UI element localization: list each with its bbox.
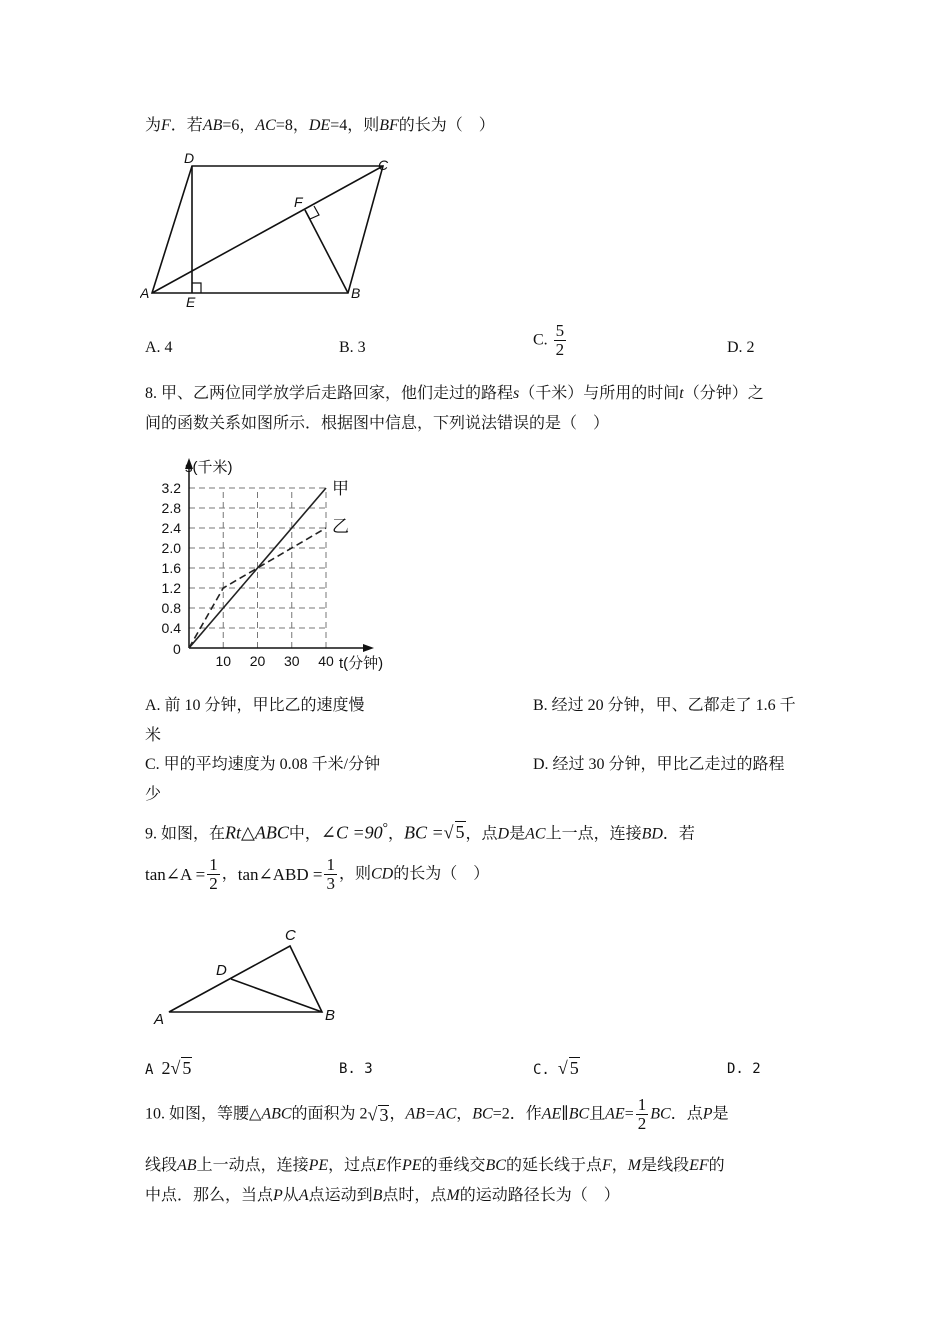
- q10-text: ，: [456, 1105, 473, 1123]
- q10-text: =: [624, 1105, 634, 1123]
- q9-option-b[interactable]: B. 3: [339, 1061, 373, 1077]
- q10-text: 的延长线于点: [505, 1157, 602, 1174]
- q7-var: AC: [255, 117, 276, 134]
- q10-text: 是: [712, 1105, 729, 1123]
- q10-text: 且: [589, 1105, 606, 1123]
- q9-label-d: D: [216, 962, 227, 979]
- fraction-denominator: 2: [637, 1114, 647, 1133]
- q8-var: s: [513, 385, 520, 402]
- q10-text: 的: [708, 1157, 725, 1174]
- q9-triangle-figure: [148, 920, 348, 1030]
- q9-label-b: B: [325, 1007, 336, 1024]
- q7-text: =4，则: [330, 117, 380, 134]
- q8-text: （分钟）之: [683, 385, 764, 402]
- q7-var: BF: [379, 117, 399, 134]
- q10-var: E: [376, 1157, 386, 1174]
- q7-text: =8，: [275, 117, 309, 134]
- q10-var: PE: [401, 1157, 422, 1174]
- q9-text: ．若: [662, 825, 695, 843]
- q7-label-b: B: [351, 285, 361, 301]
- q9-text: ，: [387, 825, 404, 843]
- q7-right-angle-e: [192, 283, 201, 293]
- y-tick-label: 2.4: [161, 520, 181, 536]
- q10-text: 上一动点，连接: [196, 1157, 309, 1174]
- q10-var: BC: [472, 1105, 493, 1123]
- q7-var: F: [161, 117, 171, 134]
- q9-var: D: [497, 825, 510, 843]
- y-tick-label: 0.4: [161, 620, 181, 636]
- fraction-numerator: 1: [326, 855, 335, 874]
- q7-option-d[interactable]: D. 2: [727, 339, 755, 356]
- q10-text: 是线段: [641, 1157, 690, 1174]
- q10-var: BC: [650, 1105, 671, 1123]
- q10-stem-line2: [145, 1156, 725, 1176]
- y-tick-label: 2.0: [161, 540, 181, 556]
- q9-option-a-label: A: [145, 1062, 154, 1078]
- q7-text: ．若: [170, 117, 203, 134]
- q7-option-a[interactable]: A. 4: [145, 339, 173, 356]
- q9-option-d[interactable]: D. 2: [727, 1061, 761, 1077]
- q9-label-c: C: [285, 927, 296, 944]
- q7-label-f: F: [294, 194, 303, 210]
- q10-var: F: [601, 1157, 612, 1174]
- x-tick-label: 40: [318, 653, 334, 669]
- q10-var: P: [702, 1105, 713, 1123]
- q7-var: DE: [308, 117, 331, 134]
- q7-label-d: D: [184, 150, 195, 166]
- x-tick-label: 20: [249, 653, 266, 669]
- q10-stem-line3: [145, 1186, 620, 1206]
- q7-text: 为: [145, 117, 162, 134]
- q8-stem-line2: 间的函数关系如图所示．根据图中信息，下列说法错误的是（ ）: [145, 415, 610, 432]
- q10-text: =2．作: [492, 1105, 542, 1123]
- q7-parallelogram-figure: [140, 145, 400, 315]
- q9-text: °: [382, 820, 388, 835]
- q9-text: ，点: [465, 825, 498, 843]
- q8-line-chart: [160, 452, 400, 674]
- q9-text: ，则: [338, 865, 371, 883]
- q10-var: AE∥BC: [541, 1105, 590, 1123]
- q10-text: 作: [385, 1157, 402, 1174]
- q9-var: Rt△ABC: [225, 822, 289, 843]
- y-tick-label: 0.8: [161, 600, 181, 616]
- y-tick-label: 2.8: [161, 500, 181, 516]
- q9-triangle: [169, 946, 322, 1012]
- q10-text: ．点: [670, 1105, 703, 1123]
- radical-icon: √: [443, 822, 454, 843]
- radical-icon: √: [367, 1104, 378, 1125]
- q9-var: ∠C =90: [320, 822, 383, 843]
- fraction-numerator: 1: [209, 855, 218, 874]
- fraction-denominator: 2: [209, 874, 218, 893]
- q9-option-c-label: C.: [533, 1062, 550, 1078]
- origin-label: 0: [173, 641, 181, 657]
- q8-text: 8. 甲、乙两位同学放学后走路回家，他们走过的路程: [145, 385, 514, 402]
- x-tick-label: 30: [283, 653, 300, 669]
- q9-text: 9. 如图，在: [145, 825, 226, 843]
- q7-var: AB: [202, 117, 223, 134]
- q8-text: （千米）与所用的时间: [519, 385, 680, 402]
- q7-label-a: A: [140, 285, 150, 301]
- q8-var: t: [679, 385, 684, 402]
- q9-stem-line2: tan∠A = $\frac{1}{2}$ ，tan∠ABD = $\frac{1}{3}$ ，则CD的长为（ ）: [145, 855, 490, 893]
- q10-var: BC: [485, 1157, 506, 1174]
- q7-stem: [145, 116, 495, 136]
- q10-text: 中点．那么，当点: [145, 1187, 274, 1204]
- q9-var: BC =: [403, 822, 444, 843]
- q10-var: PE: [308, 1157, 329, 1174]
- q10-text: 的运动路径长为（ ）: [459, 1187, 620, 1204]
- q9-sqrt-5: 5: [455, 822, 465, 843]
- radical-icon: √: [170, 1058, 181, 1078]
- series-label: 甲: [332, 479, 349, 498]
- q8-option-d-line2[interactable]: 少: [145, 786, 162, 803]
- q9-label-a: A: [154, 1011, 165, 1028]
- q7-option-c[interactable]: [533, 322, 568, 359]
- q9-tan-a-fraction: [207, 856, 220, 893]
- q10-var: AE: [605, 1105, 625, 1123]
- q10-text: 线段: [145, 1157, 178, 1174]
- x-axis-arrow-icon: [363, 644, 374, 652]
- q8-option-b-line1[interactable]: B. 经过 20 分钟，甲、乙都走了 1.6 千: [533, 697, 796, 714]
- q10-text: ，: [611, 1157, 628, 1174]
- q10-var: AB=AC: [405, 1105, 457, 1123]
- q7-label-c: C: [378, 157, 389, 173]
- q9-tan-abd-fraction: [324, 856, 337, 893]
- x-axis-label: t(分钟): [339, 655, 384, 672]
- q10-text: ，过点: [328, 1157, 377, 1174]
- q10-text: 点运动到: [308, 1187, 373, 1204]
- q9-text: 的长为（ ）: [393, 865, 490, 883]
- q10-var: B: [372, 1187, 383, 1204]
- q10-radicand: 3: [379, 1105, 389, 1125]
- q7-perp-bf: [305, 210, 348, 293]
- q9-var: tan∠A =: [145, 865, 206, 884]
- q10-half-fraction: [636, 1096, 649, 1133]
- q8-option-c[interactable]: C. 甲的平均速度为 0.08 千米/分钟: [145, 756, 381, 773]
- q10-text: 的垂线交: [421, 1157, 486, 1174]
- q7-text: 的长为（ ）: [398, 117, 495, 134]
- q10-text: ，: [389, 1105, 406, 1123]
- radical-icon: √: [557, 1058, 568, 1078]
- q10-var: P: [273, 1187, 283, 1204]
- q9-option-a-radicand: 5: [182, 1058, 192, 1078]
- q8-option-b-line2[interactable]: 米: [145, 727, 162, 744]
- q8-option-a[interactable]: A. 前 10 分钟，甲比乙的速度慢: [145, 697, 365, 714]
- q8-stem-line1: [145, 384, 764, 404]
- q9-var: AC: [525, 825, 546, 843]
- q8-option-d-line1[interactable]: D. 经过 30 分钟，甲比乙走过的路程: [533, 756, 785, 773]
- q10-var: A: [298, 1187, 309, 1204]
- q10-stem-line1: [145, 1096, 729, 1133]
- q10-text: 的面积为 2: [291, 1105, 368, 1123]
- q9-option-c-radicand: 5: [569, 1058, 579, 1078]
- q7-text: =6，: [222, 117, 256, 134]
- q9-option-a[interactable]: [145, 1057, 192, 1080]
- q9-var: tan∠ABD =: [237, 865, 323, 884]
- q10-var: ABC: [261, 1105, 292, 1123]
- q9-text: 上一点，连接: [545, 825, 642, 843]
- q10-text: 10. 如图，等腰△: [145, 1105, 262, 1123]
- q9-stem-line1: [145, 818, 695, 844]
- q7-option-b[interactable]: B. 3: [339, 339, 366, 356]
- q9-var: BD: [641, 825, 663, 843]
- q10-var: M: [446, 1187, 460, 1204]
- q7-option-c-fraction: [554, 322, 567, 359]
- q10-text: 从: [282, 1187, 299, 1204]
- fraction-numerator: 5: [555, 321, 565, 340]
- q9-option-a-coef: 2: [161, 1058, 171, 1078]
- q10-var: EF: [689, 1157, 709, 1174]
- fraction-denominator: 2: [555, 340, 565, 359]
- fraction-numerator: 1: [637, 1095, 647, 1114]
- y-tick-label: 3.2: [161, 480, 181, 496]
- y-axis-label: s(千米): [185, 459, 233, 476]
- q9-option-c[interactable]: [533, 1057, 580, 1080]
- q9-var: CD: [370, 865, 394, 883]
- series-label: 乙: [332, 517, 349, 536]
- y-tick-label: 1.2: [161, 580, 181, 596]
- fraction-denominator: 3: [326, 874, 335, 893]
- q10-var: AB: [177, 1157, 197, 1174]
- q7-option-c-label: C.: [533, 331, 548, 349]
- q10-var: M: [627, 1157, 642, 1174]
- x-tick-label: 10: [215, 653, 232, 669]
- y-tick-label: 1.6: [161, 560, 181, 576]
- q9-text: 是: [509, 825, 526, 843]
- q10-text: 点时，点: [382, 1187, 447, 1204]
- q7-label-e: E: [186, 294, 196, 310]
- q9-text: 中，: [288, 825, 321, 843]
